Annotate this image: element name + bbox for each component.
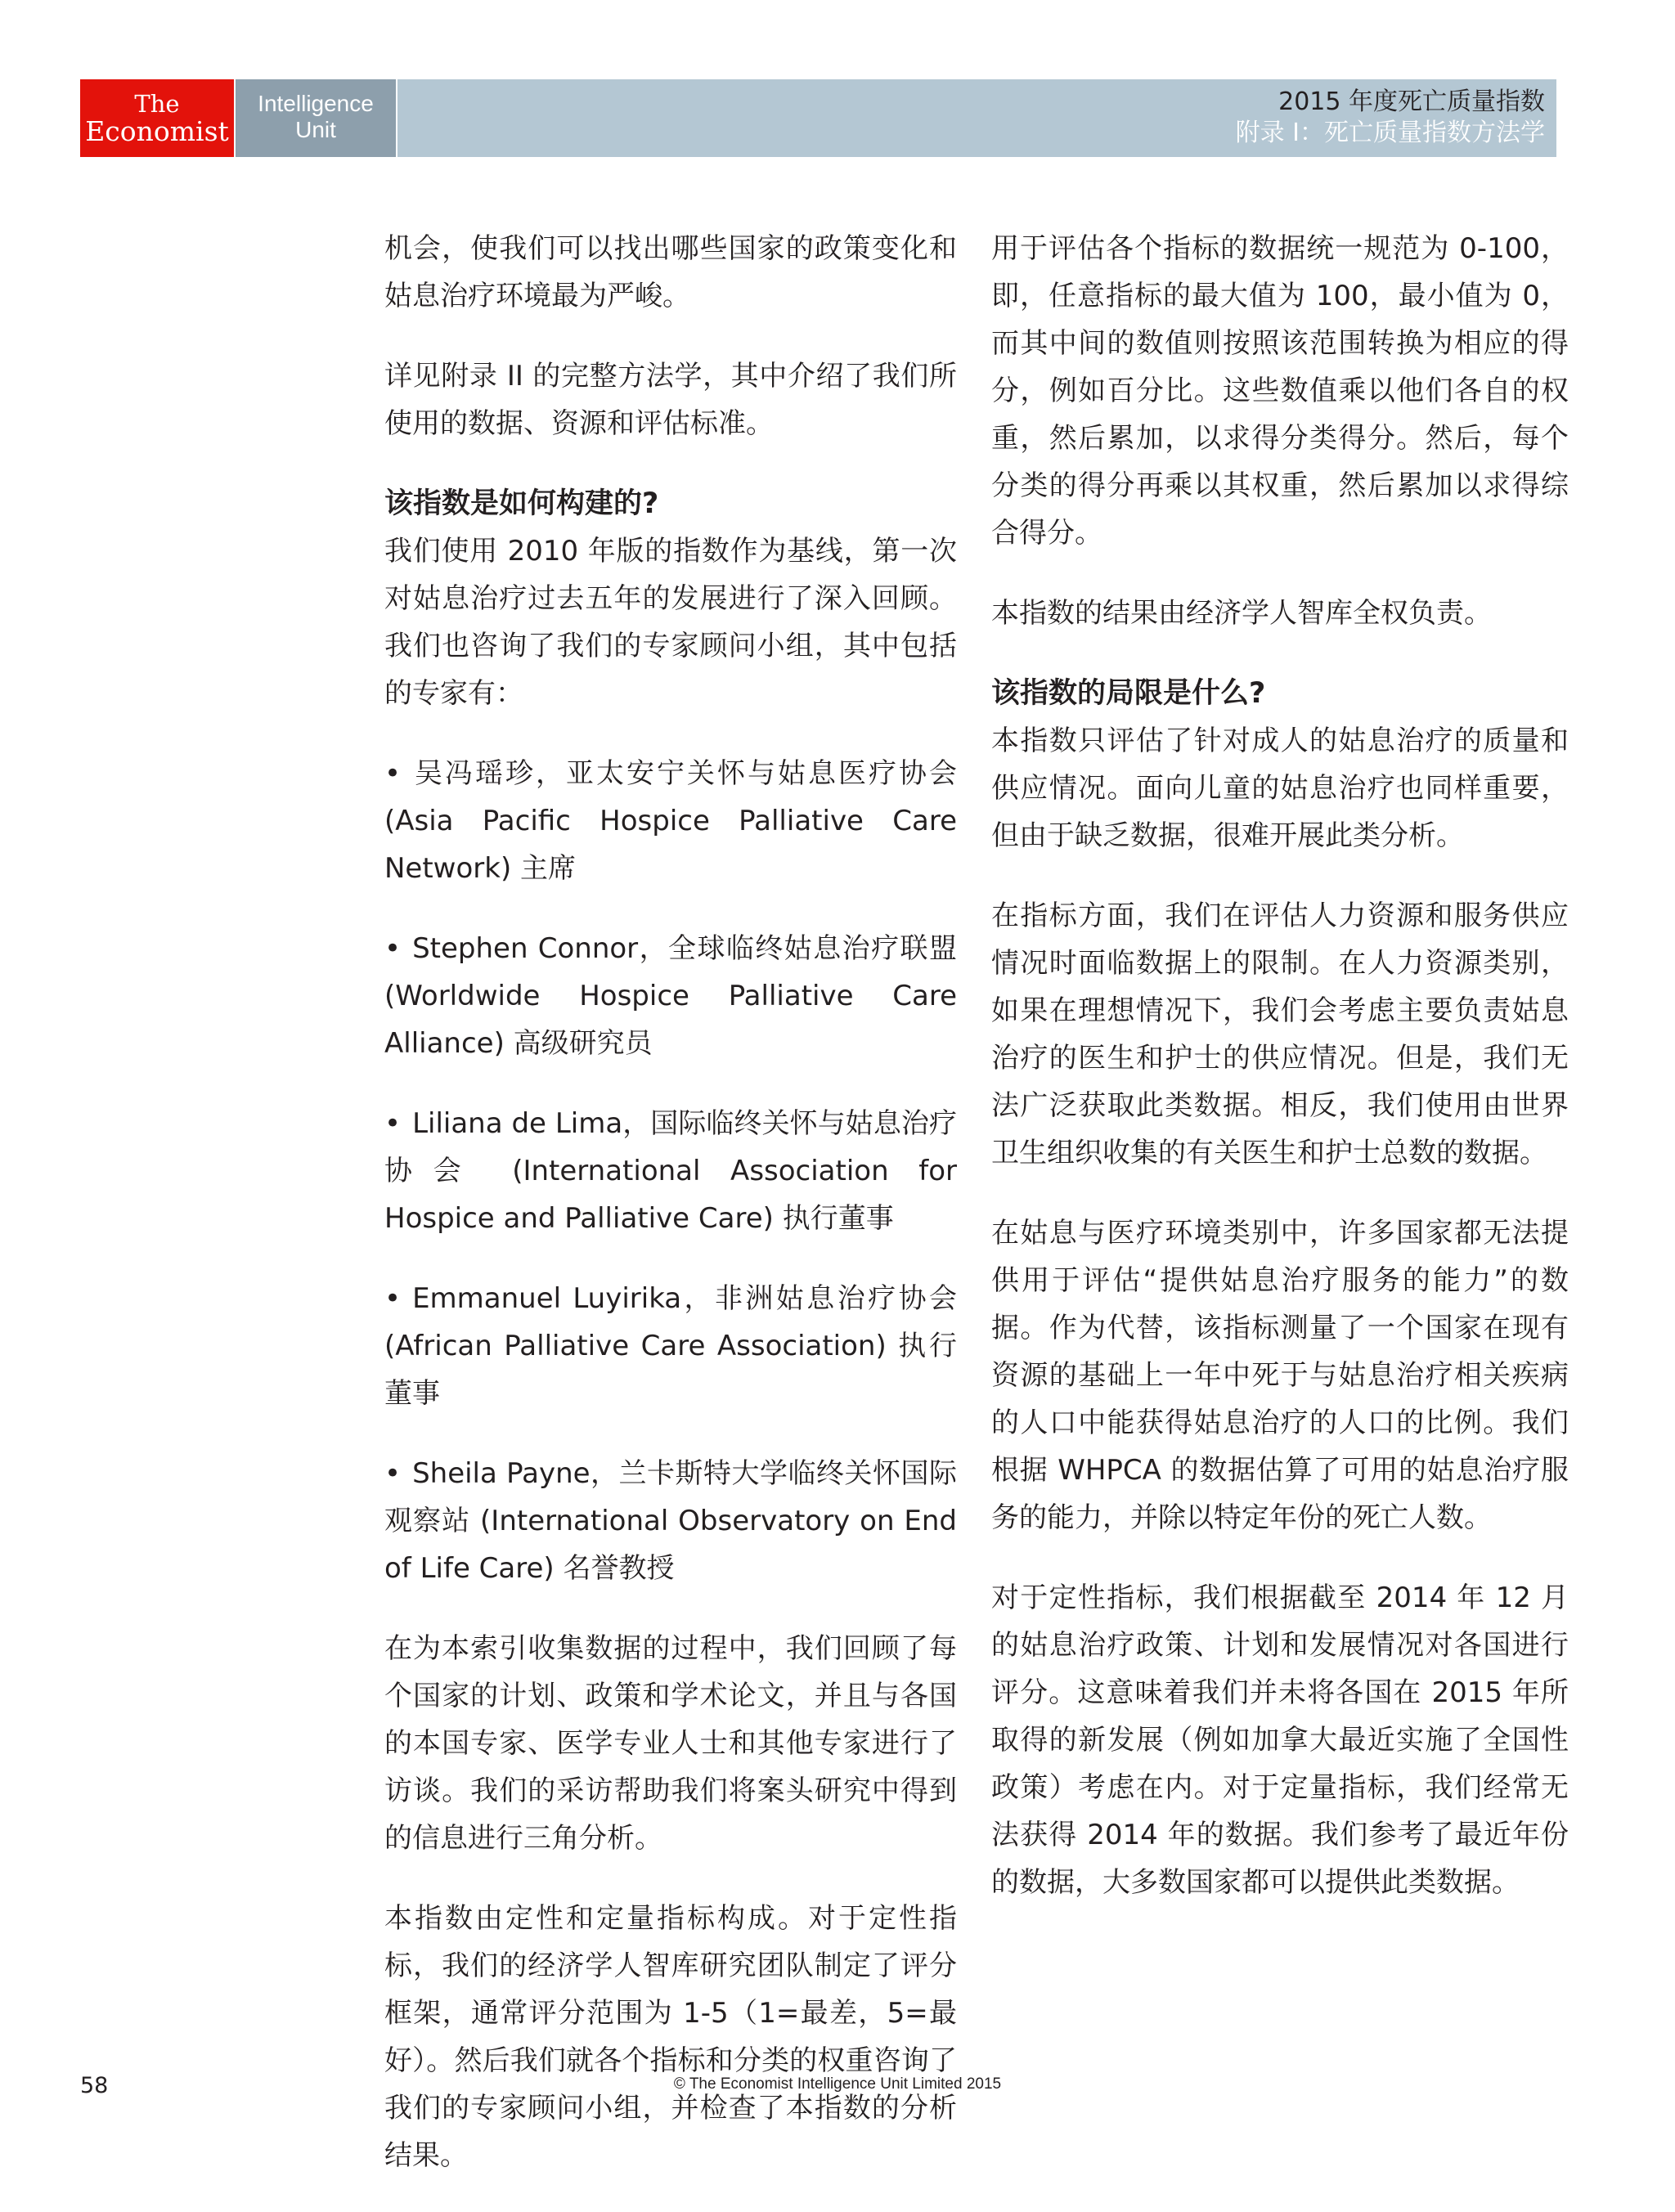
paragraph: 机会，使我们可以找出哪些国家的政策变化和姑息治疗环境最为严峻。 (384, 232, 957, 312)
paragraph: 详见附录 II 的完整方法学，其中介绍了我们所使用的数据、资源和评估标准。 (384, 360, 957, 440)
list-item (384, 1100, 957, 1242)
report-title: 2015 年度死亡质量指数 (1278, 87, 1545, 116)
copyright-notice: © The Economist Intelligence Unit Limited 2015 (673, 2075, 1002, 2093)
section-heading: 该指数的局限是什么? (991, 677, 1266, 710)
list-item (384, 750, 957, 892)
list-item-text: Stephen Connor，全球临终姑息治疗联盟 (Worldwide Hospice Palliative Care Alliance) 高级研究员 (384, 932, 957, 1060)
section-subtitle: 附录 I：死亡质量指数方法学 (1235, 119, 1545, 147)
left-column (384, 225, 957, 2212)
eiu-logo-line-2: Unit (295, 117, 336, 142)
paragraph: 对于定性指标，我们根据截至 2014 年 12 月的姑息治疗政策、计划和发展情况对各国进行评分。这意味着我们并未将各国在 2015 年所取得的新发展（例如加拿大最近实施了全国性政策）考虑在内。对于定量指标，我们经常无法获得 2014 年的数据。我们参考了最近年份的数据，大多数国家都可以提供此类数据。 (991, 1582, 1569, 1899)
right-column (991, 225, 1569, 1939)
bullet-icon: • (384, 932, 402, 965)
economist-logo-line-2: Economist (85, 115, 229, 147)
list-item-text: Liliana de Lima，国际临终关怀与姑息治疗协会 (International Association for Hospice and Palliative Care) 执行董事 (384, 1107, 957, 1235)
list-item (384, 1450, 957, 1592)
page-header (80, 79, 1556, 157)
paragraph: 在为本索引收集数据的过程中，我们回顾了每个国家的计划、政策和学术论文，并且与各国的本国专家、医学专业人士和其他专家进行了访谈。我们的采访帮助我们将案头研究中得到的信息进行三角分析。 (384, 1632, 957, 1855)
bullet-icon: • (384, 1457, 402, 1490)
economist-logo (80, 79, 234, 157)
paragraph: 在姑息与医疗环境类别中，许多国家都无法提供用于评估“提供姑息治疗服务的能力”的数据。作为代替，该指标测量了一个国家在现有资源的基础上一年中死于与姑息治疗相关疾病的人口中能获得姑息治疗的人口的比例。我们根据 WHPCA 的数据估算了可用的姑息治疗服务的能力，并除以特定年份的死亡人数。 (991, 1217, 1569, 1534)
expert-list (384, 750, 957, 1592)
list-item-text: Emmanuel Luyirika，非洲姑息治疗协会 (African Palliative Care Association) 执行董事 (384, 1282, 957, 1410)
list-item-text: Sheila Payne，兰卡斯特大学临终关怀国际观察站 (International Observatory on End of Life Care) 名誉教授 (384, 1457, 957, 1585)
bullet-icon: • (384, 757, 402, 790)
list-item-text: 吴冯瑶珍，亚太安宁关怀与姑息医疗协会 (Asia Pacific Hospice Palliative Care Network) 主席 (384, 757, 957, 885)
page-number: 58 (80, 2073, 109, 2098)
paragraph: 在指标方面，我们在评估人力资源和服务供应情况时面临数据上的限制。在人力资源类别，如果在理想情况下，我们会考虑主要负责姑息治疗的医生和护士的供应情况。但是，我们无法广泛获取此类数据。相反，我们使用由世界卫生组织收集的有关医生和护士总数的数据。 (991, 900, 1569, 1169)
bullet-icon: • (384, 1107, 402, 1140)
bullet-icon: • (384, 1282, 402, 1315)
economist-logo-line-1: The (134, 90, 180, 118)
header-band (397, 79, 1556, 157)
paragraph: 我们使用 2010 年版的指数作为基线，第一次对姑息治疗过去五年的发展进行了深入回顾。我们也咨询了我们的专家顾问小组，其中包括的专家有： (384, 535, 957, 710)
paragraph: 用于评估各个指标的数据统一规范为 0-100，即，任意指标的最大值为 100，最小值为 0，而其中间的数值则按照该范围转换为相应的得分，例如百分比。这些数值乘以他们各自的权重，然后累加，以求得分类得分。然后，每个分类的得分再乘以其权重，然后累加以求得综合得分。 (991, 232, 1569, 550)
section-heading: 该指数是如何构建的? (384, 487, 659, 520)
paragraph: 本指数只评估了针对成人的姑息治疗的质量和供应情况。面向儿童的姑息治疗也同样重要，但由于缺乏数据，很难开展此类分析。 (991, 725, 1569, 852)
paragraph: 本指数的结果由经济学人智库全权负责。 (991, 597, 1492, 630)
list-item (384, 925, 957, 1067)
eiu-logo-line-1: Intelligence (258, 91, 374, 116)
eiu-logo (236, 79, 396, 157)
list-item (384, 1275, 957, 1417)
paragraph: 本指数由定性和定量指标构成。对于定性指标，我们的经济学人智库研究团队制定了评分框架，通常评分范围为 1-5（1=最差，5=最好）。然后我们就各个指标和分类的权重咨询了我们的专家顾问小组，并检查了本指数的分析结果。 (384, 1902, 957, 2172)
